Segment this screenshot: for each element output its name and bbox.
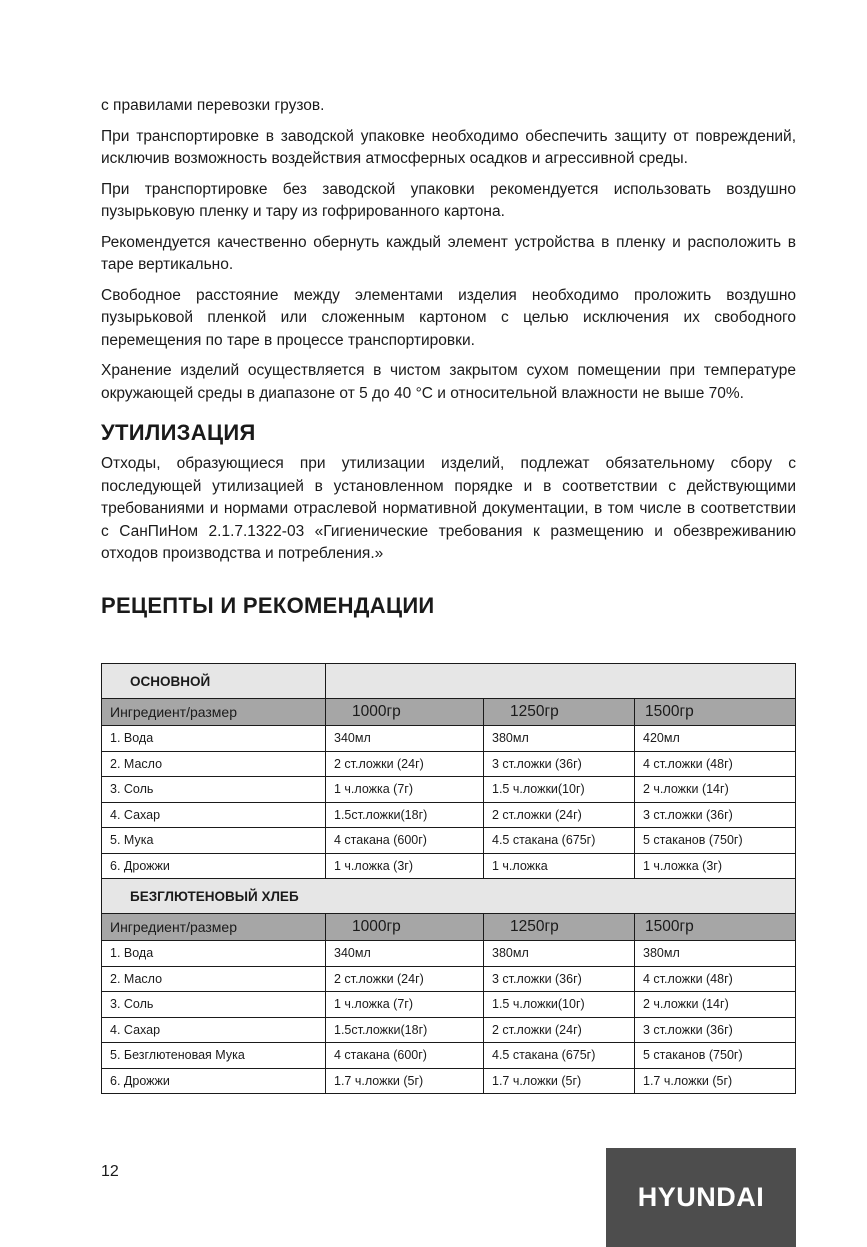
amount-cell: 1 ч.ложка (3г): [635, 853, 796, 879]
ingredient-cell: 4. Сахар: [102, 802, 326, 828]
table-row: [102, 1043, 796, 1069]
disposal-heading: УТИЛИЗАЦИЯ: [101, 420, 256, 445]
amount-cell: 5 стаканов (750г): [635, 1043, 796, 1069]
amount-cell: 1 ч.ложка (7г): [326, 992, 484, 1018]
ingredient-cell: 1. Вода: [102, 941, 326, 967]
table-header-row: [102, 914, 796, 941]
group-name: ОСНОВНОЙ: [102, 664, 326, 699]
amount-cell: 1 ч.ложка (3г): [326, 853, 484, 879]
amount-cell: 4.5 стакана (675г): [484, 1043, 635, 1069]
amount-cell: 3 ст.ложки (36г): [635, 1017, 796, 1043]
amount-cell: 4 стакана (600г): [326, 1043, 484, 1069]
amount-cell: 1.5 ч.ложки(10г): [484, 777, 635, 803]
amount-cell: 4 ст.ложки (48г): [635, 751, 796, 777]
paragraph-wrapping: Рекомендуется качественно обернуть каждый элемент устройства в пленку и расположить в таре вертикально.: [101, 233, 796, 273]
amount-cell: 3 ст.ложки (36г): [484, 751, 635, 777]
table-row: [102, 853, 796, 879]
recipes-table: [101, 663, 796, 1094]
ingredient-cell: 4. Сахар: [102, 1017, 326, 1043]
amount-cell: 1 ч.ложка: [484, 853, 635, 879]
ingredient-cell: 2. Масло: [102, 751, 326, 777]
amount-cell: 340мл: [326, 726, 484, 752]
amount-cell: 1 ч.ложка (7г): [326, 777, 484, 803]
paragraph-no-packaging: При транспортировке без заводской упаковки рекомендуется использовать воздушно пузырьковую пленку и тару из гофрированного картона.: [101, 180, 796, 220]
amount-cell: 380мл: [635, 941, 796, 967]
amount-cell: 1.5ст.ложки(18г): [326, 802, 484, 828]
table-row: [102, 726, 796, 752]
ingredient-cell: 5. Безглютеновая Мука: [102, 1043, 326, 1069]
header-ingredient: Ингредиент/размер: [102, 699, 326, 726]
amount-cell: 1.7 ч.ложки (5г): [635, 1068, 796, 1094]
amount-cell: 1.7 ч.ложки (5г): [484, 1068, 635, 1094]
amount-cell: 380мл: [484, 726, 635, 752]
header-size-1500: 1500гр: [635, 699, 796, 726]
amount-cell: 3 ст.ложки (36г): [484, 966, 635, 992]
amount-cell: 5 стаканов (750г): [635, 828, 796, 854]
group-row-basic: [102, 664, 796, 699]
ingredient-cell: 6. Дрожжи: [102, 853, 326, 879]
brand-logo: [606, 1148, 796, 1247]
ingredient-cell: 1. Вода: [102, 726, 326, 752]
amount-cell: 380мл: [484, 941, 635, 967]
table-row: [102, 777, 796, 803]
table-row: [102, 1017, 796, 1043]
amount-cell: 1.5 ч.ложки(10г): [484, 992, 635, 1018]
amount-cell: 340мл: [326, 941, 484, 967]
paragraph-spacing: Свободное расстояние между элементами изделия необходимо проложить воздушно пузырьковой пленкой или сложенным картоном с целью исключения их свободного перемещения по таре в процессе транспортировки.: [101, 286, 796, 349]
amount-cell: 4 стакана (600г): [326, 828, 484, 854]
recipes-heading: РЕЦЕПТЫ И РЕКОМЕНДАЦИИ: [101, 592, 435, 618]
header-size-1000: 1000гр: [326, 914, 484, 941]
paragraph-transport-rules: с правилами перевозки грузов.: [101, 97, 325, 114]
amount-cell: 2 ч.ложки (14г): [635, 777, 796, 803]
amount-cell: 4.5 стакана (675г): [484, 828, 635, 854]
table-row: [102, 802, 796, 828]
amount-cell: 2 ст.ложки (24г): [326, 751, 484, 777]
ingredient-cell: 5. Мука: [102, 828, 326, 854]
amount-cell: 2 ст.ложки (24г): [484, 1017, 635, 1043]
ingredient-cell: 3. Соль: [102, 992, 326, 1018]
paragraph-factory-packaging: При транспортировке в заводской упаковке необходимо обеспечить защиту от повреждений, исключив возможность воздействия атмосферных осадков и агрессивной среды.: [101, 127, 796, 167]
amount-cell: 2 ч.ложки (14г): [635, 992, 796, 1018]
disposal-text: Отходы, образующиеся при утилизации изделий, подлежат обязательному сбору с последующей утилизацией в установленном порядке и в соответствии с действующими требованиями и нормами отраслевой нормативной документации, в том числе в соответствии с СанПиНом 2.1.7.1322-03 «Гигиенические требования к размещению и обезвреживанию отходов производства и потребления.»: [101, 455, 796, 562]
paragraph-storage: Хранение изделий осуществляется в чистом закрытом сухом помещении при температуре окружающей среды в диапазоне от 5 до 40 °C и относительной влажности не выше 70%.: [101, 362, 796, 402]
amount-cell: 4 ст.ложки (48г): [635, 966, 796, 992]
table-row: [102, 941, 796, 967]
amount-cell: 2 ст.ложки (24г): [326, 966, 484, 992]
brand-logo-text: HYUNDAI: [637, 1182, 765, 1212]
table-row: [102, 992, 796, 1018]
amount-cell: 3 ст.ложки (36г): [635, 802, 796, 828]
header-ingredient: Ингредиент/размер: [102, 914, 326, 941]
amount-cell: 2 ст.ложки (24г): [484, 802, 635, 828]
header-size-1500: 1500гр: [635, 914, 796, 941]
header-size-1250: 1250гр: [484, 699, 635, 726]
page-number: 12: [101, 1163, 119, 1180]
ingredient-cell: 3. Соль: [102, 777, 326, 803]
group-row-gluten-free: [102, 879, 796, 914]
ingredient-cell: 6. Дрожжи: [102, 1068, 326, 1094]
amount-cell: 420мл: [635, 726, 796, 752]
header-size-1250: 1250гр: [484, 914, 635, 941]
table-header-row: [102, 699, 796, 726]
group-name: БЕЗГЛЮТЕНОВЫЙ ХЛЕБ: [102, 879, 796, 914]
ingredient-cell: 2. Масло: [102, 966, 326, 992]
document-body: [101, 95, 796, 620]
table-row: [102, 828, 796, 854]
table-row: [102, 751, 796, 777]
table-row: [102, 1068, 796, 1094]
amount-cell: 1.5ст.ложки(18г): [326, 1017, 484, 1043]
table-row: [102, 966, 796, 992]
group-empty-cell: [326, 664, 796, 699]
header-size-1000: 1000гр: [326, 699, 484, 726]
amount-cell: 1.7 ч.ложки (5г): [326, 1068, 484, 1094]
